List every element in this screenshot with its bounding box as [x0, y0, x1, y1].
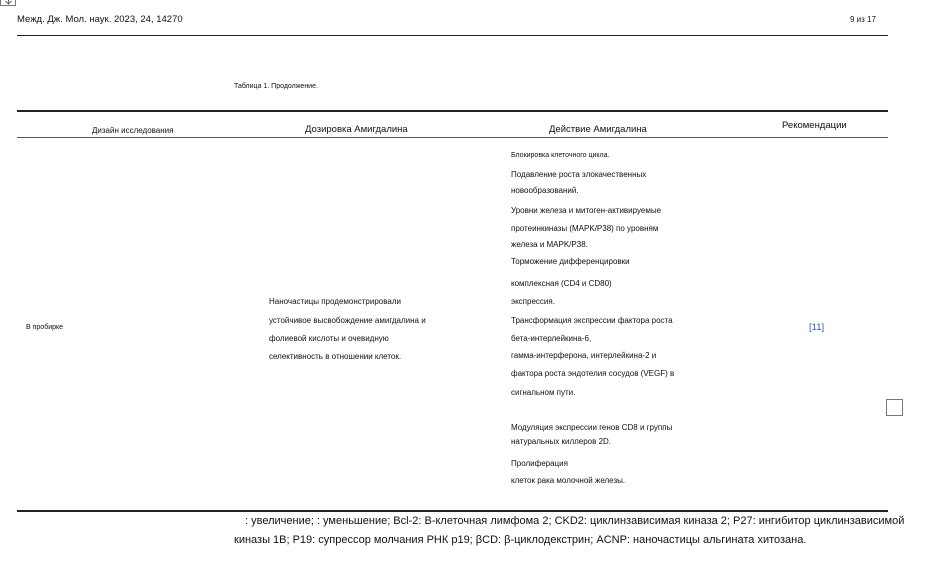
- cell-action-line: комплексная (CD4 и CD80): [511, 279, 612, 288]
- column-header-design: Дизайн исследования: [92, 126, 174, 135]
- table-header-rule: [17, 137, 888, 138]
- selection-checkbox[interactable]: [886, 399, 903, 416]
- table-caption: Таблица 1. Продолжение.: [234, 83, 318, 90]
- cell-action-line: Блокировка клеточного цикла.: [511, 152, 610, 159]
- cell-action-line: фактора роста эндотелия сосудов (VEGF) в: [511, 369, 675, 378]
- page-number: 9 из 17: [850, 15, 876, 24]
- cell-action-line: Трансформация экспрессии фактора роста: [511, 316, 673, 325]
- cell-dosage-line: Наночастицы продемонстрировали: [269, 297, 401, 306]
- cell-action-line: протеинкиназы (MAPK/P38) по уровням: [511, 224, 659, 233]
- column-header-dosage: Дозировка Амигдалина: [305, 124, 408, 135]
- cell-dosage-line: фолиевой кислоты и очевидную: [269, 334, 389, 343]
- reference-link[interactable]: [11]: [809, 322, 825, 333]
- cell-action-line: Уровни железа и митоген-активируемые: [511, 206, 662, 215]
- footnote-line: киназы 1B; P19: супрессор молчания РНК p19; βCD: β-циклодекстрин; ACNP: наночастицы альгината хитозана.: [234, 534, 807, 546]
- cell-action-line: новообразований.: [511, 186, 579, 195]
- header-rule: [17, 35, 888, 36]
- cell-dosage-line: устойчивое высвобождение амигдалина и: [269, 316, 426, 325]
- cell-action-line: Пролиферация: [511, 459, 568, 468]
- table-bottom-rule: [17, 510, 888, 512]
- cell-design: В пробирке: [26, 324, 64, 331]
- journal-citation: Межд. Дж. Мол. наук. 2023, 24, 14270: [17, 14, 183, 25]
- cell-action-line: Торможение дифференцировки: [511, 257, 630, 266]
- cell-action-line: сигнальном пути.: [511, 388, 576, 397]
- anchor-icon[interactable]: [0, 0, 16, 6]
- column-header-action: Действие Амигдалина: [549, 124, 647, 135]
- cell-action-line: натуральных киллеров 2D.: [511, 437, 612, 446]
- column-header-recommendations: Рекомендации: [782, 120, 847, 131]
- cell-action-line: Подавление роста злокачественных: [511, 170, 647, 179]
- table-top-rule: [17, 110, 888, 112]
- footnote-line: : увеличение; : уменьшение; Bcl-2: B-клеточная лимфома 2; CKD2: циклинзависимая киназа 2; P27: ингибитор циклинзависимой: [245, 515, 905, 527]
- cell-dosage-line: селективность в отношении клеток.: [269, 352, 402, 361]
- cell-action-line: железа и MAPK/P38.: [511, 240, 588, 249]
- cell-action-line: экспрессия.: [511, 297, 555, 306]
- cell-action-line: Модуляция экспрессии генов CD8 и группы: [511, 423, 673, 432]
- cell-action-line: бета-интерлейкина-6,: [511, 334, 592, 343]
- cell-action-line: клеток рака молочной железы.: [511, 476, 626, 485]
- cell-action-line: гамма-интерферона, интерлейкина-2 и: [511, 351, 657, 360]
